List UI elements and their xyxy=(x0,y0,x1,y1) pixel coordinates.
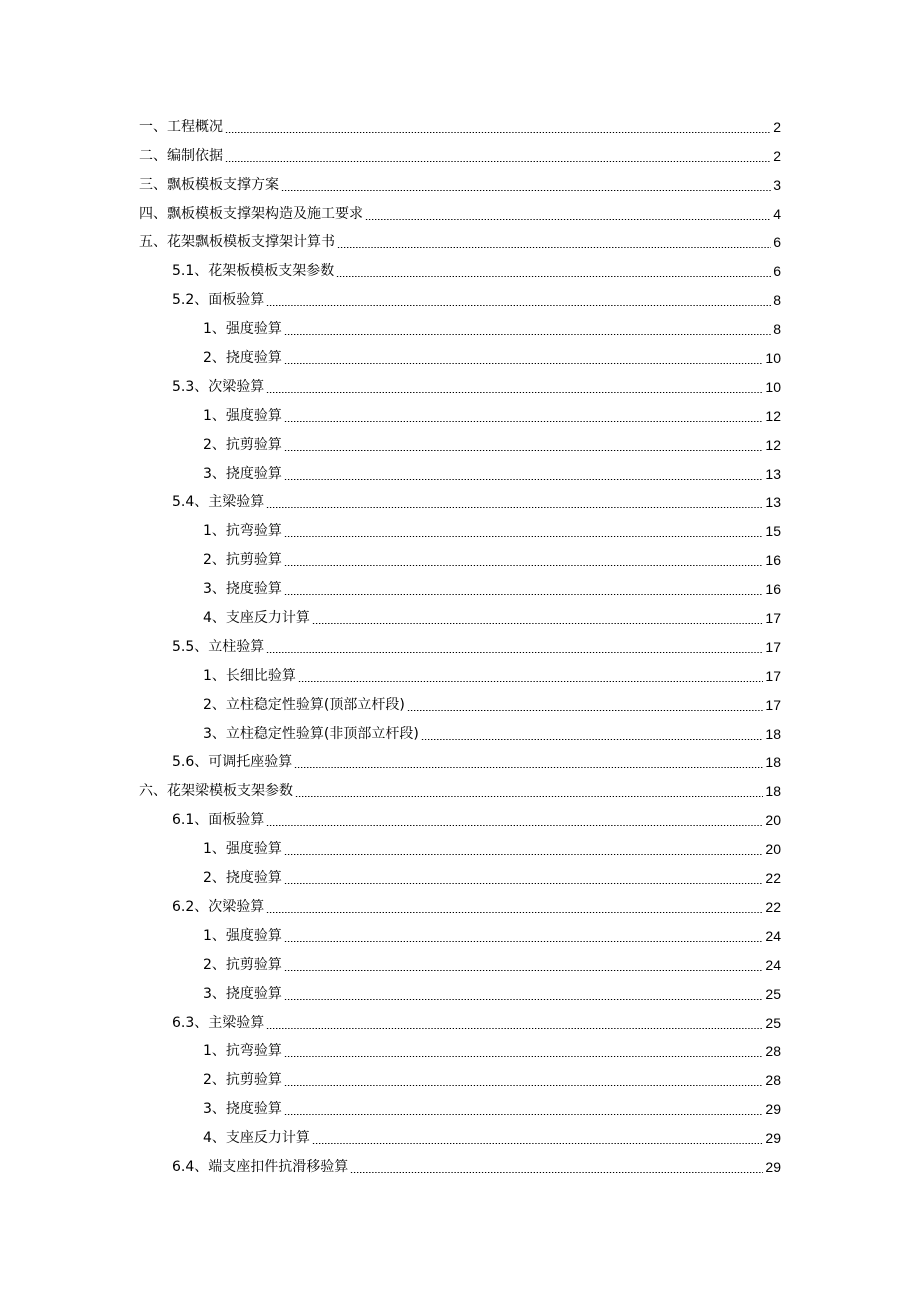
toc-entry-title: 1、强度验算 xyxy=(203,407,282,424)
toc-entry-title: 2、挠度验算 xyxy=(203,870,282,887)
toc-entry-page-number: 29 xyxy=(765,1101,781,1118)
toc-dot-leader xyxy=(337,247,771,248)
toc-entry-page-number: 13 xyxy=(765,465,781,482)
toc-entry[interactable] xyxy=(0,718,920,747)
toc-entry-page-number: 12 xyxy=(765,407,781,424)
toc-entry-page-number: 17 xyxy=(765,638,781,655)
toc-entry-page-number: 18 xyxy=(765,783,781,800)
toc-entry-page-number: 8 xyxy=(773,321,781,338)
toc-dot-leader xyxy=(312,623,764,624)
toc-dot-leader xyxy=(298,681,764,682)
toc-entry[interactable] xyxy=(0,660,920,689)
toc-entry-title: 二、编制依据 xyxy=(139,147,223,164)
toc-entry-page-number: 17 xyxy=(765,667,781,684)
toc-dot-leader xyxy=(284,1085,764,1086)
toc-entry[interactable] xyxy=(0,920,920,949)
table-of-contents xyxy=(0,111,920,1180)
toc-entry-title: 一、工程概况 xyxy=(139,118,223,135)
toc-entry-page-number: 29 xyxy=(765,1158,781,1175)
toc-dot-leader xyxy=(284,334,771,335)
toc-entry[interactable] xyxy=(0,891,920,920)
toc-entry[interactable] xyxy=(0,515,920,544)
toc-entry[interactable] xyxy=(0,371,920,400)
toc-entry-title: 2、抗剪验算 xyxy=(203,1072,282,1089)
toc-entry-title: 1、强度验算 xyxy=(203,841,282,858)
toc-entry[interactable] xyxy=(0,573,920,602)
toc-dot-leader xyxy=(284,450,764,451)
toc-entry-title: 3、立柱稳定性验算(非顶部立杆段) xyxy=(203,725,419,742)
toc-entry[interactable] xyxy=(0,169,920,198)
toc-entry-title: 三、飘板模板支撑方案 xyxy=(139,176,279,193)
toc-entry[interactable] xyxy=(0,544,920,573)
toc-entry-title: 1、长细比验算 xyxy=(203,667,296,684)
toc-entry[interactable] xyxy=(0,1064,920,1093)
toc-entry-page-number: 16 xyxy=(765,552,781,569)
toc-dot-leader xyxy=(266,652,763,653)
toc-dot-leader xyxy=(284,479,764,480)
toc-dot-leader xyxy=(225,161,771,162)
toc-entry-title: 四、飘板模板支撑架构造及施工要求 xyxy=(139,205,363,222)
toc-entry-title: 6.2、次梁验算 xyxy=(172,898,265,915)
toc-dot-leader xyxy=(294,767,763,768)
toc-entry-page-number: 18 xyxy=(765,754,781,771)
toc-entry-page-number: 22 xyxy=(765,870,781,887)
toc-entry-title: 5.6、可调托座验算 xyxy=(172,754,293,771)
toc-entry-page-number: 2 xyxy=(773,118,781,135)
toc-entry-title: 1、抗弯验算 xyxy=(203,523,282,540)
toc-entry-title: 2、挠度验算 xyxy=(203,350,282,367)
toc-entry-page-number: 2 xyxy=(773,147,781,164)
toc-entry-title: 5.3、次梁验算 xyxy=(172,378,265,395)
toc-entry-title: 6.3、主梁验算 xyxy=(172,1014,265,1031)
toc-entry[interactable] xyxy=(0,284,920,313)
toc-entry[interactable] xyxy=(0,949,920,978)
toc-entry[interactable] xyxy=(0,487,920,516)
toc-dot-leader xyxy=(266,825,763,826)
toc-entry-title: 五、花架飘板模板支撑架计算书 xyxy=(139,234,335,251)
toc-dot-leader xyxy=(407,710,764,711)
toc-dot-leader xyxy=(284,565,764,566)
toc-entry-title: 2、抗剪验算 xyxy=(203,436,282,453)
toc-dot-leader xyxy=(336,276,771,277)
toc-dot-leader xyxy=(284,854,764,855)
toc-entry-title: 3、挠度验算 xyxy=(203,465,282,482)
toc-entry-page-number: 10 xyxy=(765,350,781,367)
toc-dot-leader xyxy=(266,507,763,508)
toc-dot-leader xyxy=(284,883,764,884)
toc-entry[interactable] xyxy=(0,747,920,776)
toc-dot-leader xyxy=(266,912,763,913)
toc-entry-title: 4、支座反力计算 xyxy=(203,610,310,627)
toc-dot-leader xyxy=(284,363,764,364)
toc-entry[interactable] xyxy=(0,313,920,342)
toc-entry-title: 5.2、面板验算 xyxy=(172,292,265,309)
toc-entry-page-number: 18 xyxy=(765,725,781,742)
toc-dot-leader xyxy=(312,1143,764,1144)
toc-entry-page-number: 29 xyxy=(765,1130,781,1147)
toc-dot-leader xyxy=(295,796,763,797)
toc-dot-leader xyxy=(284,536,764,537)
toc-entry-page-number: 4 xyxy=(773,205,781,222)
toc-entry-page-number: 10 xyxy=(765,378,781,395)
toc-entry-title: 3、挠度验算 xyxy=(203,581,282,598)
toc-entry-page-number: 17 xyxy=(765,696,781,713)
toc-dot-leader xyxy=(266,305,771,306)
toc-dot-leader xyxy=(266,1028,763,1029)
toc-entry-page-number: 20 xyxy=(765,841,781,858)
toc-dot-leader xyxy=(284,970,764,971)
toc-dot-leader xyxy=(421,739,764,740)
toc-entry-title: 5.5、立柱验算 xyxy=(172,638,265,655)
toc-entry[interactable] xyxy=(0,140,920,169)
toc-dot-leader xyxy=(284,421,764,422)
toc-entry-title: 5.4、主梁验算 xyxy=(172,494,265,511)
toc-entry-page-number: 20 xyxy=(765,812,781,829)
toc-entry-page-number: 13 xyxy=(765,494,781,511)
toc-entry-page-number: 6 xyxy=(773,263,781,280)
toc-dot-leader xyxy=(284,1056,764,1057)
toc-entry-page-number: 16 xyxy=(765,581,781,598)
toc-entry-page-number: 12 xyxy=(765,436,781,453)
toc-entry[interactable] xyxy=(0,775,920,804)
toc-entry[interactable] xyxy=(0,978,920,1007)
toc-entry-page-number: 28 xyxy=(765,1072,781,1089)
toc-entry-title: 4、支座反力计算 xyxy=(203,1130,310,1147)
toc-entry[interactable] xyxy=(0,689,920,718)
toc-entry-title: 1、强度验算 xyxy=(203,321,282,338)
toc-entry-title: 6.4、端支座扣件抗滑移验算 xyxy=(172,1158,349,1175)
toc-entry-page-number: 25 xyxy=(765,1014,781,1031)
toc-entry-page-number: 6 xyxy=(773,234,781,251)
toc-entry-page-number: 25 xyxy=(765,985,781,1002)
toc-entry-page-number: 28 xyxy=(765,1043,781,1060)
toc-dot-leader xyxy=(284,1114,764,1115)
toc-entry-title: 2、立柱稳定性验算(顶部立杆段) xyxy=(203,696,405,713)
toc-dot-leader xyxy=(225,132,771,133)
toc-entry-page-number: 24 xyxy=(765,927,781,944)
toc-entry-title: 3、挠度验算 xyxy=(203,985,282,1002)
toc-entry-page-number: 22 xyxy=(765,898,781,915)
toc-entry[interactable] xyxy=(0,833,920,862)
toc-entry[interactable] xyxy=(0,602,920,631)
toc-entry-page-number: 3 xyxy=(773,176,781,193)
toc-entry[interactable] xyxy=(0,342,920,371)
toc-dot-leader xyxy=(284,594,764,595)
toc-entry[interactable] xyxy=(0,1122,920,1151)
toc-entry[interactable] xyxy=(0,1007,920,1036)
toc-entry-title: 5.1、花架板模板支架参数 xyxy=(172,263,335,280)
toc-entry[interactable] xyxy=(0,1093,920,1122)
toc-entry-title: 1、强度验算 xyxy=(203,927,282,944)
toc-entry[interactable] xyxy=(0,255,920,284)
toc-entry-title: 1、抗弯验算 xyxy=(203,1043,282,1060)
toc-entry[interactable] xyxy=(0,400,920,429)
toc-entry[interactable] xyxy=(0,429,920,458)
toc-entry-title: 2、抗剪验算 xyxy=(203,956,282,973)
toc-entry[interactable] xyxy=(0,111,920,140)
toc-entry-page-number: 15 xyxy=(765,523,781,540)
toc-entry[interactable] xyxy=(0,198,920,227)
toc-entry-title: 6.1、面板验算 xyxy=(172,812,265,829)
toc-entry[interactable] xyxy=(0,804,920,833)
toc-entry-title: 3、挠度验算 xyxy=(203,1101,282,1118)
toc-entry[interactable] xyxy=(0,1151,920,1180)
toc-entry-title: 2、抗剪验算 xyxy=(203,552,282,569)
toc-dot-leader xyxy=(284,999,764,1000)
toc-entry[interactable] xyxy=(0,227,920,256)
toc-dot-leader xyxy=(266,392,763,393)
toc-entry[interactable] xyxy=(0,862,920,891)
toc-entry[interactable] xyxy=(0,1036,920,1065)
toc-dot-leader xyxy=(281,190,771,191)
toc-entry-page-number: 24 xyxy=(765,956,781,973)
toc-entry[interactable] xyxy=(0,631,920,660)
toc-dot-leader xyxy=(365,219,771,220)
toc-entry[interactable] xyxy=(0,458,920,487)
toc-entry-page-number: 8 xyxy=(773,292,781,309)
toc-entry-page-number: 17 xyxy=(765,610,781,627)
toc-dot-leader xyxy=(350,1172,763,1173)
toc-entry-title: 六、花架梁模板支架参数 xyxy=(139,783,293,800)
toc-dot-leader xyxy=(284,941,764,942)
